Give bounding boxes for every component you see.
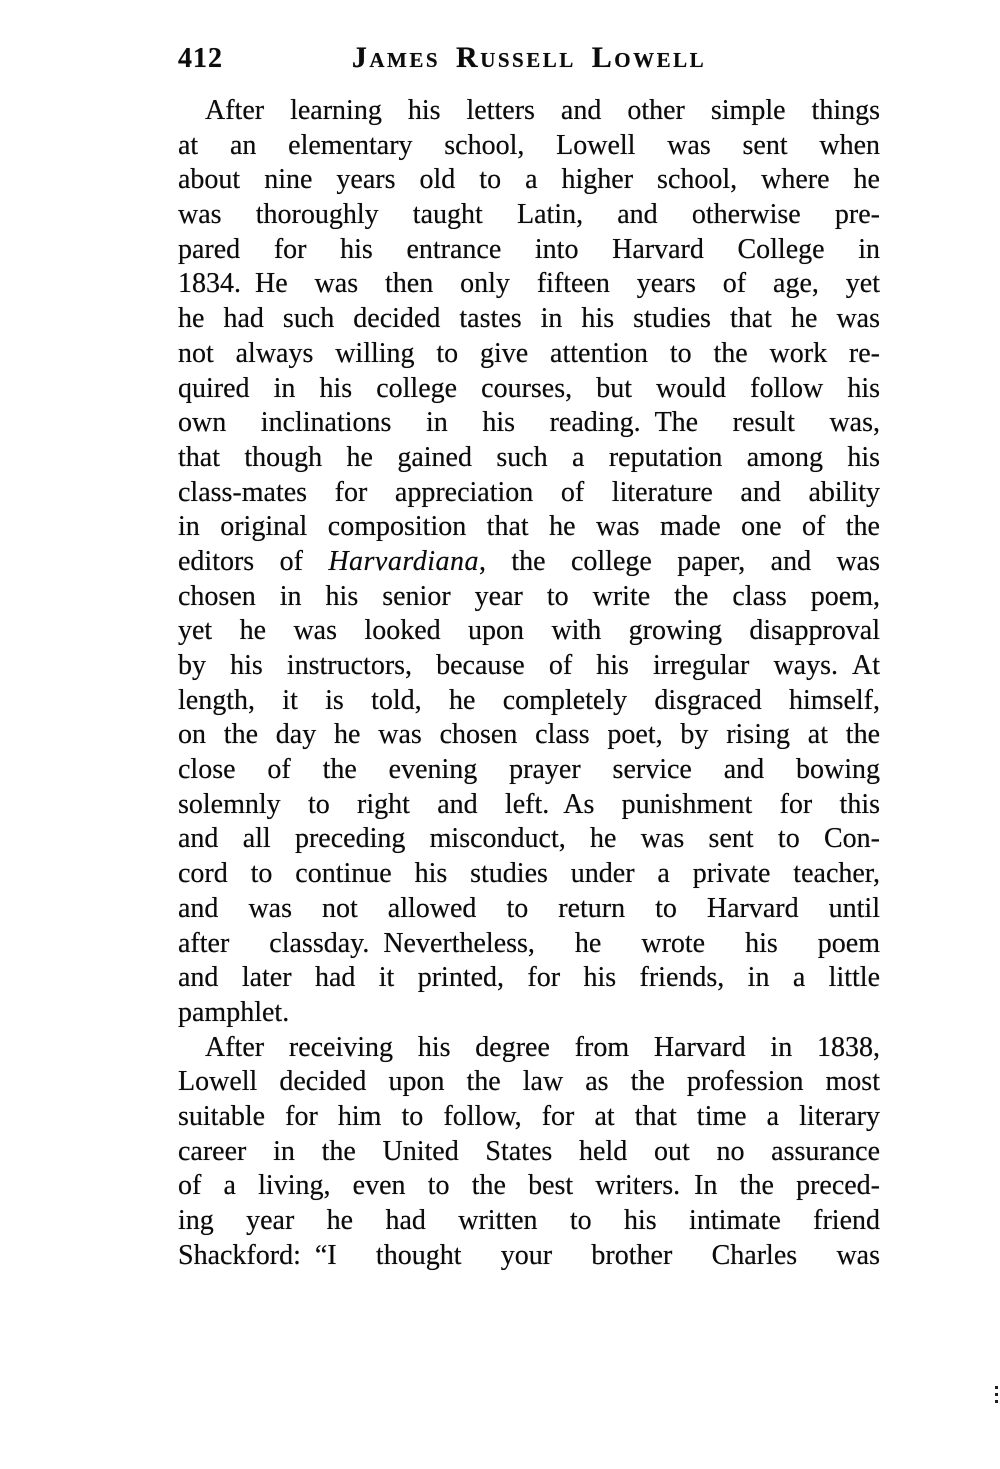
text-line: suitable for him to follow, for at that time a literary <box>178 1100 880 1132</box>
text-line: career in the United States held out no assurance <box>178 1135 880 1167</box>
text-line: that though he gained such a reputation among his <box>178 441 880 473</box>
paragraph-1 <box>178 94 880 1031</box>
text-line: was thoroughly taught Latin, and otherwise pre- <box>178 199 880 231</box>
paragraph-2 <box>178 1031 880 1274</box>
text-line: of a living, even to the best writers. In the preced- <box>178 1170 880 1202</box>
text-line: pamphlet. <box>178 996 290 1028</box>
text-line: chosen in his senior year to write the class poem, <box>178 580 880 612</box>
text-line: 1834. He was then only fifteen years of age, yet <box>178 268 880 300</box>
text-line: ing year he had written to his intimate friend <box>178 1205 880 1236</box>
text-line: close of the evening prayer service and bowing <box>178 754 880 786</box>
text-line: in original composition that he was made one of the <box>178 511 880 543</box>
text-line: yet he was looked upon with growing disapproval <box>178 615 880 647</box>
text-line: he had such decided tastes in his studies that he was <box>178 303 880 335</box>
text-line: and later had it printed, for his friends, in a little <box>178 962 880 994</box>
text-line: solemnly to right and left. As punishment for this <box>178 788 880 820</box>
text-line: not always willing to give attention to the work re- <box>178 337 880 369</box>
text-line: and all preceding misconduct, he was sent to Con- <box>178 823 880 855</box>
text-line: about nine years old to a higher school, where he <box>178 164 880 196</box>
text-line: editors of Harvardiana, the college paper, and was <box>178 545 880 577</box>
text-line: and was not allowed to return to Harvard until <box>178 892 880 924</box>
page-number: 412 <box>178 43 223 74</box>
page-body <box>178 94 880 1273</box>
text-line: after classday. Nevertheless, he wrote his poem <box>178 927 880 959</box>
text-line: on the day he was chosen class poet, by rising at the <box>178 719 880 751</box>
text-line: Lowell decided upon the law as the profession most <box>178 1066 880 1098</box>
text-line: length, it is told, he completely disgraced himself, <box>178 684 880 716</box>
text-line: at an elementary school, Lowell was sent when <box>178 129 880 161</box>
text-line: pared for his entrance into Harvard College in <box>178 233 880 265</box>
text-line: Shackford: “I thought your brother Charles was <box>178 1239 880 1271</box>
text-line: by his instructors, because of his irregular ways. At <box>178 650 880 681</box>
text-line: After learning his letters and other simple things <box>205 95 880 126</box>
text-line: own inclinations in his reading. The result was, <box>178 407 880 439</box>
text-line: quired in his college courses, but would follow his <box>178 372 880 404</box>
scan-artifact-mark <box>995 1386 998 1403</box>
text-line: cord to continue his studies under a private teacher, <box>178 858 880 890</box>
text-line: class-mates for appreciation of literature and ability <box>178 476 880 508</box>
page-header <box>178 42 880 76</box>
text-line: After receiving his degree from Harvard in 1838, <box>205 1031 880 1063</box>
running-title: James Russell Lowell <box>351 41 707 74</box>
